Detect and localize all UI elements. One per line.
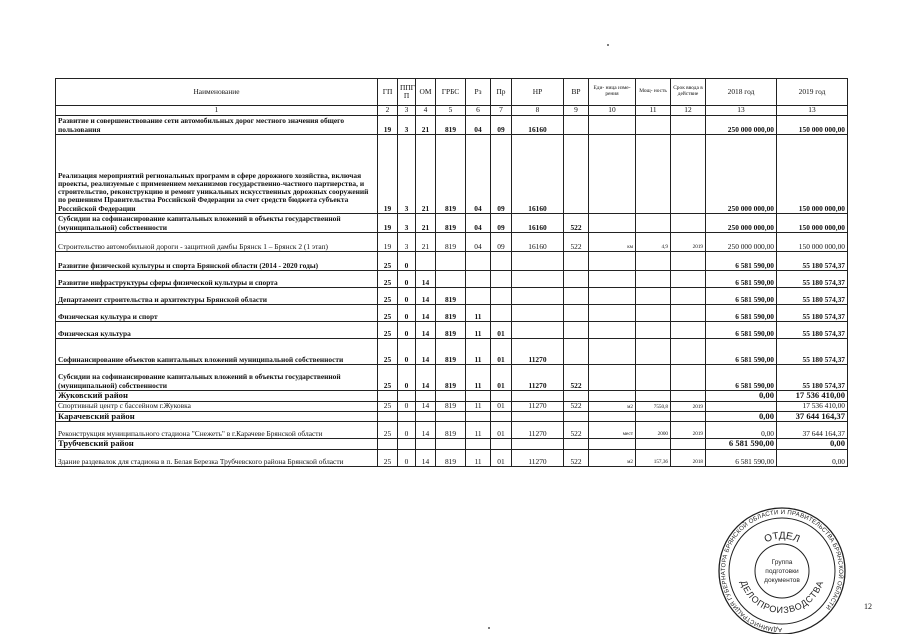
cell-unit xyxy=(589,271,636,288)
speck xyxy=(488,627,490,629)
cell-unit xyxy=(589,339,636,365)
cell-name: Карачевский район xyxy=(56,411,378,422)
cell-pr: 01 xyxy=(491,401,512,411)
cell-rz: 04 xyxy=(466,135,491,214)
cell-ppg: 3 xyxy=(398,233,416,252)
cell-vr: 522 xyxy=(564,233,589,252)
cell-term: 2018 xyxy=(671,449,706,466)
cell-ppg: 0 xyxy=(398,252,416,271)
cell-vr xyxy=(564,116,589,135)
cell-unit xyxy=(589,214,636,233)
cell-name: Софинансирование объектов капитальных вложений муниципальной собственности xyxy=(56,339,378,365)
stamp-line-3: документов xyxy=(764,577,800,584)
table-row xyxy=(56,271,848,288)
cell-om: 14 xyxy=(416,401,436,411)
cell-y2018: 6 581 590,00 xyxy=(706,449,777,466)
cell-vr xyxy=(564,439,589,450)
cell-y2018: 6 581 590,00 xyxy=(706,305,777,322)
cell-term: 2019 xyxy=(671,233,706,252)
cell-y2018: 250 000 000,00 xyxy=(706,233,777,252)
cell-grbs xyxy=(436,439,466,450)
cell-vr xyxy=(564,271,589,288)
cell-term: 2019 xyxy=(671,401,706,411)
column-number: 3 xyxy=(398,106,416,116)
cell-name: Трубчевский район xyxy=(56,439,378,450)
cell-om: 21 xyxy=(416,214,436,233)
cell-om: 14 xyxy=(416,422,436,439)
cell-y2019: 37 644 164,37 xyxy=(777,411,848,422)
cell-y2018: 0,00 xyxy=(706,411,777,422)
cell-om xyxy=(416,439,436,450)
cell-term xyxy=(671,135,706,214)
cell-y2018: 6 581 590,00 xyxy=(706,288,777,305)
cell-vr xyxy=(564,305,589,322)
table-row xyxy=(56,252,848,271)
cell-grbs xyxy=(436,391,466,402)
cell-y2019: 150 000 000,00 xyxy=(777,214,848,233)
official-stamp xyxy=(715,504,850,634)
cell-ppg: 0 xyxy=(398,422,416,439)
cell-gp: 25 xyxy=(378,305,398,322)
cell-rz: 11 xyxy=(466,401,491,411)
cell-y2019: 150 000 000,00 xyxy=(777,116,848,135)
cell-power xyxy=(636,391,671,402)
cell-power xyxy=(636,339,671,365)
cell-ppg: 0 xyxy=(398,449,416,466)
cell-gp: 25 xyxy=(378,252,398,271)
cell-power xyxy=(636,305,671,322)
cell-gp: 25 xyxy=(378,271,398,288)
table-row xyxy=(56,401,848,411)
cell-om: 14 xyxy=(416,339,436,365)
cell-power xyxy=(636,439,671,450)
cell-term xyxy=(671,305,706,322)
cell-nr xyxy=(512,322,564,339)
header-pr: Пр xyxy=(491,79,512,106)
cell-vr: 522 xyxy=(564,422,589,439)
cell-pr xyxy=(491,411,512,422)
cell-grbs: 819 xyxy=(436,322,466,339)
cell-unit: м2 xyxy=(589,401,636,411)
cell-term xyxy=(671,271,706,288)
cell-term xyxy=(671,252,706,271)
cell-grbs: 819 xyxy=(436,339,466,365)
cell-unit xyxy=(589,365,636,391)
district-row xyxy=(56,391,848,402)
cell-nr: 11270 xyxy=(512,449,564,466)
header-gp: ГП xyxy=(378,79,398,106)
cell-rz xyxy=(466,439,491,450)
cell-grbs: 819 xyxy=(436,135,466,214)
cell-gp xyxy=(378,411,398,422)
cell-name: Спортивный центр с бассейном г.Жуковка xyxy=(56,401,378,411)
table-row xyxy=(56,422,848,439)
cell-term xyxy=(671,411,706,422)
column-number: 11 xyxy=(636,106,671,116)
table-row xyxy=(56,365,848,391)
cell-nr: 16160 xyxy=(512,214,564,233)
cell-y2019: 55 180 574,37 xyxy=(777,305,848,322)
cell-name: Развитие инфраструктуры сферы физической культуры и спорта xyxy=(56,271,378,288)
cell-om: 14 xyxy=(416,365,436,391)
cell-unit xyxy=(589,391,636,402)
cell-term xyxy=(671,214,706,233)
cell-nr xyxy=(512,439,564,450)
cell-vr: 522 xyxy=(564,365,589,391)
cell-name: Развитие физической культуры и спорта Брянской области (2014 - 2020 годы) xyxy=(56,252,378,271)
cell-pr: 01 xyxy=(491,339,512,365)
column-number: 7 xyxy=(491,106,512,116)
cell-grbs xyxy=(436,411,466,422)
cell-gp: 25 xyxy=(378,365,398,391)
table-row xyxy=(56,305,848,322)
cell-rz: 11 xyxy=(466,422,491,439)
header-name: Наименование xyxy=(56,79,378,106)
cell-ppg: 0 xyxy=(398,271,416,288)
cell-gp xyxy=(378,439,398,450)
cell-power xyxy=(636,271,671,288)
column-number: 2 xyxy=(378,106,398,116)
cell-pr xyxy=(491,271,512,288)
cell-y2018: 6 581 590,00 xyxy=(706,439,777,450)
cell-power: 157,36 xyxy=(636,449,671,466)
cell-y2018: 6 581 590,00 xyxy=(706,365,777,391)
cell-nr xyxy=(512,305,564,322)
cell-term xyxy=(671,322,706,339)
cell-vr xyxy=(564,411,589,422)
table-row xyxy=(56,233,848,252)
cell-y2018: 6 581 590,00 xyxy=(706,252,777,271)
cell-term: 2019 xyxy=(671,422,706,439)
cell-gp: 25 xyxy=(378,422,398,439)
cell-name: Департамент строительства и архитектуры Брянской области xyxy=(56,288,378,305)
cell-om: 14 xyxy=(416,305,436,322)
cell-pr: 09 xyxy=(491,214,512,233)
table-row xyxy=(56,322,848,339)
cell-rz xyxy=(466,288,491,305)
cell-power xyxy=(636,116,671,135)
header-vr: ВР xyxy=(564,79,589,106)
cell-y2018: 0,00 xyxy=(706,391,777,402)
cell-grbs: 819 xyxy=(436,422,466,439)
stamp-bottom-text: ДЕЛОПРОИЗВОДСТВА xyxy=(738,578,826,616)
cell-grbs: 819 xyxy=(436,449,466,466)
table-row xyxy=(56,339,848,365)
cell-pr: 09 xyxy=(491,233,512,252)
cell-nr xyxy=(512,391,564,402)
cell-y2018: 6 581 590,00 xyxy=(706,322,777,339)
header-power: Мощ- ность xyxy=(636,79,671,106)
cell-om: 14 xyxy=(416,288,436,305)
table-row xyxy=(56,135,848,214)
cell-grbs xyxy=(436,252,466,271)
column-number: 10 xyxy=(589,106,636,116)
header-nr: НР xyxy=(512,79,564,106)
cell-nr: 16160 xyxy=(512,233,564,252)
cell-power xyxy=(636,288,671,305)
header-2018: 2018 год xyxy=(706,79,777,106)
cell-term xyxy=(671,339,706,365)
cell-nr xyxy=(512,252,564,271)
cell-om xyxy=(416,252,436,271)
page-number: 12 xyxy=(864,602,872,611)
cell-nr: 11270 xyxy=(512,339,564,365)
cell-vr: 522 xyxy=(564,214,589,233)
cell-pr: 01 xyxy=(491,449,512,466)
cell-unit xyxy=(589,288,636,305)
cell-vr: 522 xyxy=(564,401,589,411)
column-number: 12 xyxy=(671,106,706,116)
cell-om: 21 xyxy=(416,233,436,252)
cell-y2019: 17 536 410,00 xyxy=(777,401,848,411)
budget-table xyxy=(55,78,848,467)
header-om: ОМ xyxy=(416,79,436,106)
cell-gp xyxy=(378,391,398,402)
cell-rz: 04 xyxy=(466,116,491,135)
header-ppg: ППГ П xyxy=(398,79,416,106)
column-number: 5 xyxy=(436,106,466,116)
cell-power xyxy=(636,214,671,233)
cell-pr: 01 xyxy=(491,365,512,391)
cell-grbs: 819 xyxy=(436,401,466,411)
cell-name: Физическая культура и спорт xyxy=(56,305,378,322)
cell-pr xyxy=(491,439,512,450)
cell-pr xyxy=(491,252,512,271)
cell-y2018: 250 000 000,00 xyxy=(706,135,777,214)
cell-power: 7550,8 xyxy=(636,401,671,411)
column-number: 1 xyxy=(56,106,378,116)
cell-gp: 19 xyxy=(378,135,398,214)
cell-vr xyxy=(564,322,589,339)
cell-pr: 09 xyxy=(491,135,512,214)
cell-gp: 19 xyxy=(378,233,398,252)
cell-y2019: 0,00 xyxy=(777,439,848,450)
cell-om: 14 xyxy=(416,271,436,288)
cell-rz: 11 xyxy=(466,365,491,391)
cell-gp: 25 xyxy=(378,449,398,466)
column-number: 6 xyxy=(466,106,491,116)
cell-power xyxy=(636,322,671,339)
cell-grbs: 819 xyxy=(436,233,466,252)
cell-term xyxy=(671,365,706,391)
stamp-line-1: Группа xyxy=(771,559,793,566)
cell-term xyxy=(671,439,706,450)
cell-term xyxy=(671,116,706,135)
cell-nr: 11270 xyxy=(512,365,564,391)
cell-gp: 25 xyxy=(378,339,398,365)
cell-ppg xyxy=(398,439,416,450)
cell-y2019: 55 180 574,37 xyxy=(777,271,848,288)
cell-om: 14 xyxy=(416,322,436,339)
cell-name: Реконструкция муниципального стадиона "Снежеть" в г.Карачеве Брянской области xyxy=(56,422,378,439)
cell-grbs: 819 xyxy=(436,116,466,135)
cell-ppg: 0 xyxy=(398,305,416,322)
cell-nr: 11270 xyxy=(512,422,564,439)
svg-text:ДЕЛОПРОИЗВОДСТВА xyxy=(739,579,826,615)
cell-unit xyxy=(589,322,636,339)
cell-term xyxy=(671,288,706,305)
cell-grbs: 819 xyxy=(436,214,466,233)
cell-y2018 xyxy=(706,401,777,411)
cell-om xyxy=(416,411,436,422)
table-row xyxy=(56,288,848,305)
cell-om: 21 xyxy=(416,135,436,214)
svg-text:ОТДЕЛ xyxy=(763,531,801,546)
cell-om: 14 xyxy=(416,449,436,466)
cell-unit xyxy=(589,439,636,450)
header-term: Срок ввода в действие xyxy=(671,79,706,106)
column-number: 13 xyxy=(777,106,848,116)
column-numbers-row xyxy=(56,106,848,116)
table-row xyxy=(56,449,848,466)
cell-power: 4,9 xyxy=(636,233,671,252)
cell-y2019: 150 000 000,00 xyxy=(777,135,848,214)
cell-grbs: 819 xyxy=(436,305,466,322)
column-number: 8 xyxy=(512,106,564,116)
header-unit: Еди- ница изме- рения xyxy=(589,79,636,106)
cell-y2019: 55 180 574,37 xyxy=(777,365,848,391)
cell-unit xyxy=(589,135,636,214)
cell-ppg: 3 xyxy=(398,116,416,135)
cell-rz: 11 xyxy=(466,449,491,466)
column-number: 9 xyxy=(564,106,589,116)
cell-nr xyxy=(512,288,564,305)
cell-pr: 09 xyxy=(491,116,512,135)
cell-unit xyxy=(589,252,636,271)
cell-name: Жуковский район xyxy=(56,391,378,402)
cell-nr: 16160 xyxy=(512,135,564,214)
cell-unit: км xyxy=(589,233,636,252)
district-row xyxy=(56,439,848,450)
table-row xyxy=(56,214,848,233)
cell-vr xyxy=(564,252,589,271)
cell-gp: 25 xyxy=(378,288,398,305)
cell-ppg: 3 xyxy=(398,135,416,214)
column-number: 4 xyxy=(416,106,436,116)
cell-name: Субсидии на софинансирование капитальных вложений в объекты государственной (муниципальной) собственности xyxy=(56,214,378,233)
cell-term xyxy=(671,391,706,402)
cell-pr xyxy=(491,288,512,305)
cell-nr: 11270 xyxy=(512,401,564,411)
cell-om: 21 xyxy=(416,116,436,135)
cell-y2019: 55 180 574,37 xyxy=(777,339,848,365)
cell-vr xyxy=(564,391,589,402)
cell-y2018: 6 581 590,00 xyxy=(706,271,777,288)
cell-power xyxy=(636,365,671,391)
cell-name: Физическая культура xyxy=(56,322,378,339)
cell-rz: 11 xyxy=(466,305,491,322)
header-rz: Рз xyxy=(466,79,491,106)
cell-gp: 25 xyxy=(378,322,398,339)
cell-gp: 19 xyxy=(378,116,398,135)
cell-ppg xyxy=(398,391,416,402)
speck xyxy=(607,44,609,46)
cell-gp: 19 xyxy=(378,214,398,233)
cell-rz: 11 xyxy=(466,339,491,365)
cell-name: Строительство автомобильной дороги - защитной дамбы Брянск 1 – Брянск 2 (1 этап) xyxy=(56,233,378,252)
cell-power xyxy=(636,135,671,214)
cell-rz xyxy=(466,411,491,422)
cell-ppg: 3 xyxy=(398,214,416,233)
cell-y2019: 55 180 574,37 xyxy=(777,288,848,305)
cell-om xyxy=(416,391,436,402)
cell-y2018: 250 000 000,00 xyxy=(706,214,777,233)
cell-unit xyxy=(589,305,636,322)
header-grbs: ГРБС xyxy=(436,79,466,106)
cell-pr: 01 xyxy=(491,422,512,439)
cell-rz xyxy=(466,271,491,288)
cell-name: Субсидии на софинансирование капитальных вложений в объекты государственной (муниципальной) собственности xyxy=(56,365,378,391)
cell-ppg: 0 xyxy=(398,365,416,391)
stamp-outer-text: АДМИНИСТРАЦИЯ ГУБЕРНАТОРА БРЯНСКОЙ ОБЛАСТИ И ПРАВИТЕЛЬСТВА БРЯНСКОЙ ОБЛАСТИ xyxy=(720,508,845,634)
cell-y2019: 55 180 574,37 xyxy=(777,322,848,339)
cell-grbs: 819 xyxy=(436,288,466,305)
column-number: 13 xyxy=(706,106,777,116)
cell-pr: 01 xyxy=(491,322,512,339)
cell-ppg: 0 xyxy=(398,288,416,305)
cell-name: Здание раздевалок для стадиона в п. Белая Березка Трубчевского района Брянской области xyxy=(56,449,378,466)
cell-ppg: 0 xyxy=(398,339,416,365)
cell-vr xyxy=(564,339,589,365)
cell-pr xyxy=(491,391,512,402)
cell-name: Реализация мероприятий региональных программ в сфере дорожного хозяйства, включая проекты, реализуемые с применением механизмов государственно-частного партнерства, и строительство, реконструкцию и ремонт уникальных искусственных дорожных сооружений по решениям Правительства Российской Федерации за счет средств бюджета субъекта Российской Федерации xyxy=(56,135,378,214)
cell-grbs xyxy=(436,271,466,288)
cell-y2018: 6 581 590,00 xyxy=(706,339,777,365)
cell-gp: 25 xyxy=(378,401,398,411)
cell-ppg: 0 xyxy=(398,401,416,411)
cell-y2018: 0,00 xyxy=(706,422,777,439)
cell-name: Развитие и совершенствование сети автомобильных дорог местного значения общего пользования xyxy=(56,116,378,135)
cell-rz: 04 xyxy=(466,233,491,252)
header-2019: 2019 год xyxy=(777,79,848,106)
cell-unit xyxy=(589,116,636,135)
district-row xyxy=(56,411,848,422)
cell-unit: мест xyxy=(589,422,636,439)
cell-rz xyxy=(466,252,491,271)
cell-rz: 11 xyxy=(466,322,491,339)
cell-power: 2000 xyxy=(636,422,671,439)
cell-y2018: 250 000 000,00 xyxy=(706,116,777,135)
cell-nr: 16160 xyxy=(512,116,564,135)
cell-rz xyxy=(466,391,491,402)
cell-y2019: 0,00 xyxy=(777,449,848,466)
cell-power xyxy=(636,411,671,422)
cell-y2019: 17 536 410,00 xyxy=(777,391,848,402)
cell-ppg xyxy=(398,411,416,422)
cell-rz: 04 xyxy=(466,214,491,233)
stamp-title: ОТДЕЛ xyxy=(762,530,802,546)
table-row xyxy=(56,116,848,135)
cell-y2019: 37 644 164,37 xyxy=(777,422,848,439)
cell-unit: м2 xyxy=(589,449,636,466)
stamp-line-2: подготовки xyxy=(765,568,799,575)
table-header xyxy=(56,79,848,106)
cell-nr xyxy=(512,271,564,288)
table-body xyxy=(56,106,848,467)
cell-vr xyxy=(564,288,589,305)
cell-grbs: 819 xyxy=(436,365,466,391)
cell-power xyxy=(636,252,671,271)
cell-y2019: 150 000 000,00 xyxy=(777,233,848,252)
cell-vr xyxy=(564,135,589,214)
cell-pr xyxy=(491,305,512,322)
cell-y2019: 55 180 574,37 xyxy=(777,252,848,271)
cell-nr xyxy=(512,411,564,422)
cell-ppg: 0 xyxy=(398,322,416,339)
cell-vr: 522 xyxy=(564,449,589,466)
cell-unit xyxy=(589,411,636,422)
